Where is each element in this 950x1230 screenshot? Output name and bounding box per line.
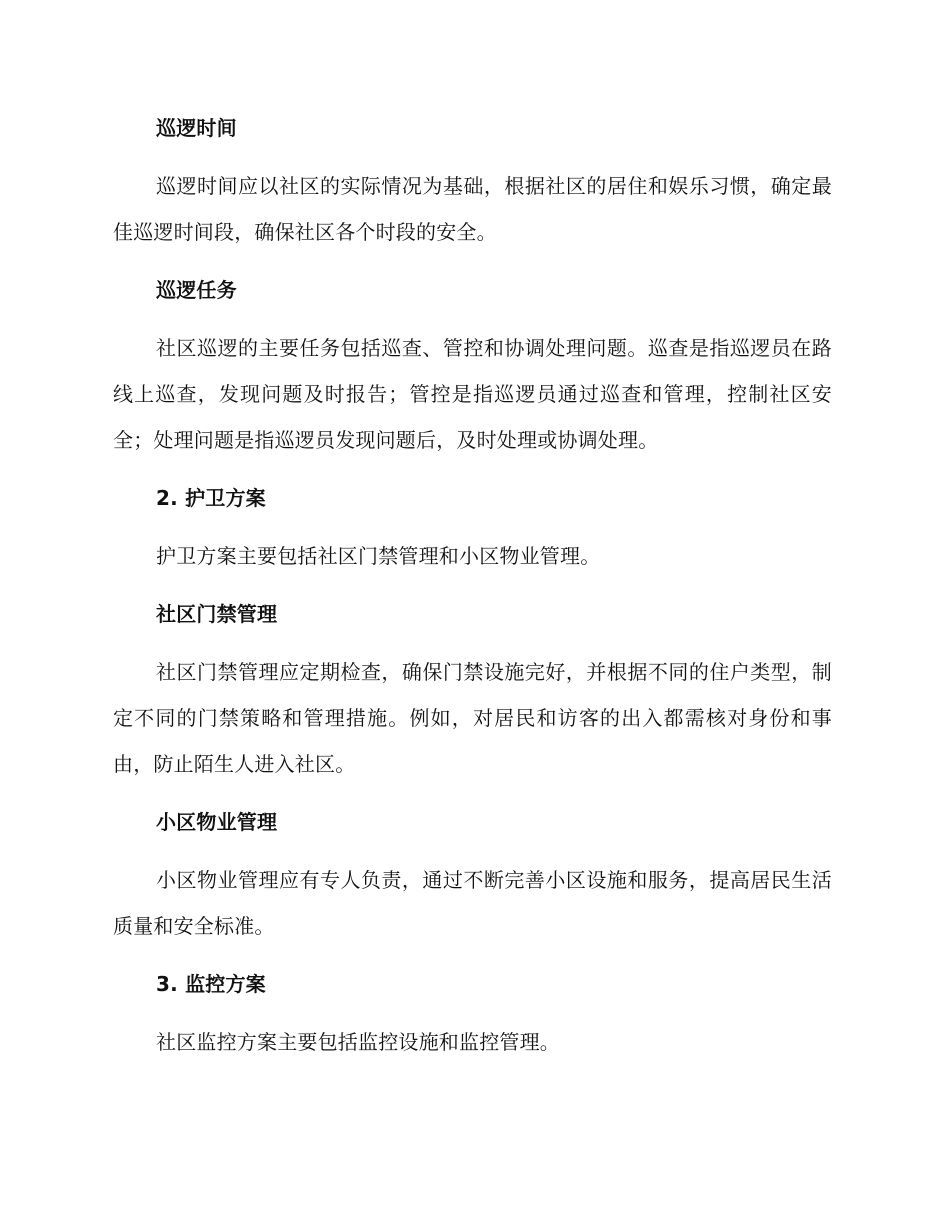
section-heading-property-management: 小区物业管理 [156,810,278,834]
paragraph-patrol-time: 巡逻时间应以社区的实际情况为基础，根据社区的居住和娱乐习惯，确定最佳巡逻时间段，确保社区各个时段的安全。 [113,174,832,244]
paragraph-patrol-tasks: 社区巡逻的主要任务包括巡查、管控和协调处理问题。巡查是指巡逻员在路线上巡查，发现问题及时报告；管控是指巡逻员通过巡查和管理，控制社区安全；处理问题是指巡逻员发现问题后，及时处理或协调处理。 [113,336,832,452]
document-content [113,105,832,1065]
paragraph-guard-plan: 护卫方案主要包括社区门禁管理和小区物业管理。 [156,544,601,568]
section-heading-access-control: 社区门禁管理 [156,602,278,626]
section-heading-guard-plan: 2. 护卫方案 [156,486,266,510]
section-heading-patrol-tasks: 巡逻任务 [156,278,237,302]
section-heading-monitoring-plan: 3. 监控方案 [156,972,266,996]
paragraph-property-management: 小区物业管理应有专人负责，通过不断完善小区设施和服务，提高居民生活质量和安全标准。 [113,868,832,938]
paragraph-monitoring-plan: 社区监控方案主要包括监控设施和监控管理。 [156,1030,560,1054]
paragraph-access-control: 社区门禁管理应定期检查，确保门禁设施完好，并根据不同的住户类型，制定不同的门禁策略和管理措施。例如，对居民和访客的出入都需核对身份和事由，防止陌生人进入社区。 [113,660,832,776]
section-heading-patrol-time: 巡逻时间 [156,116,237,140]
